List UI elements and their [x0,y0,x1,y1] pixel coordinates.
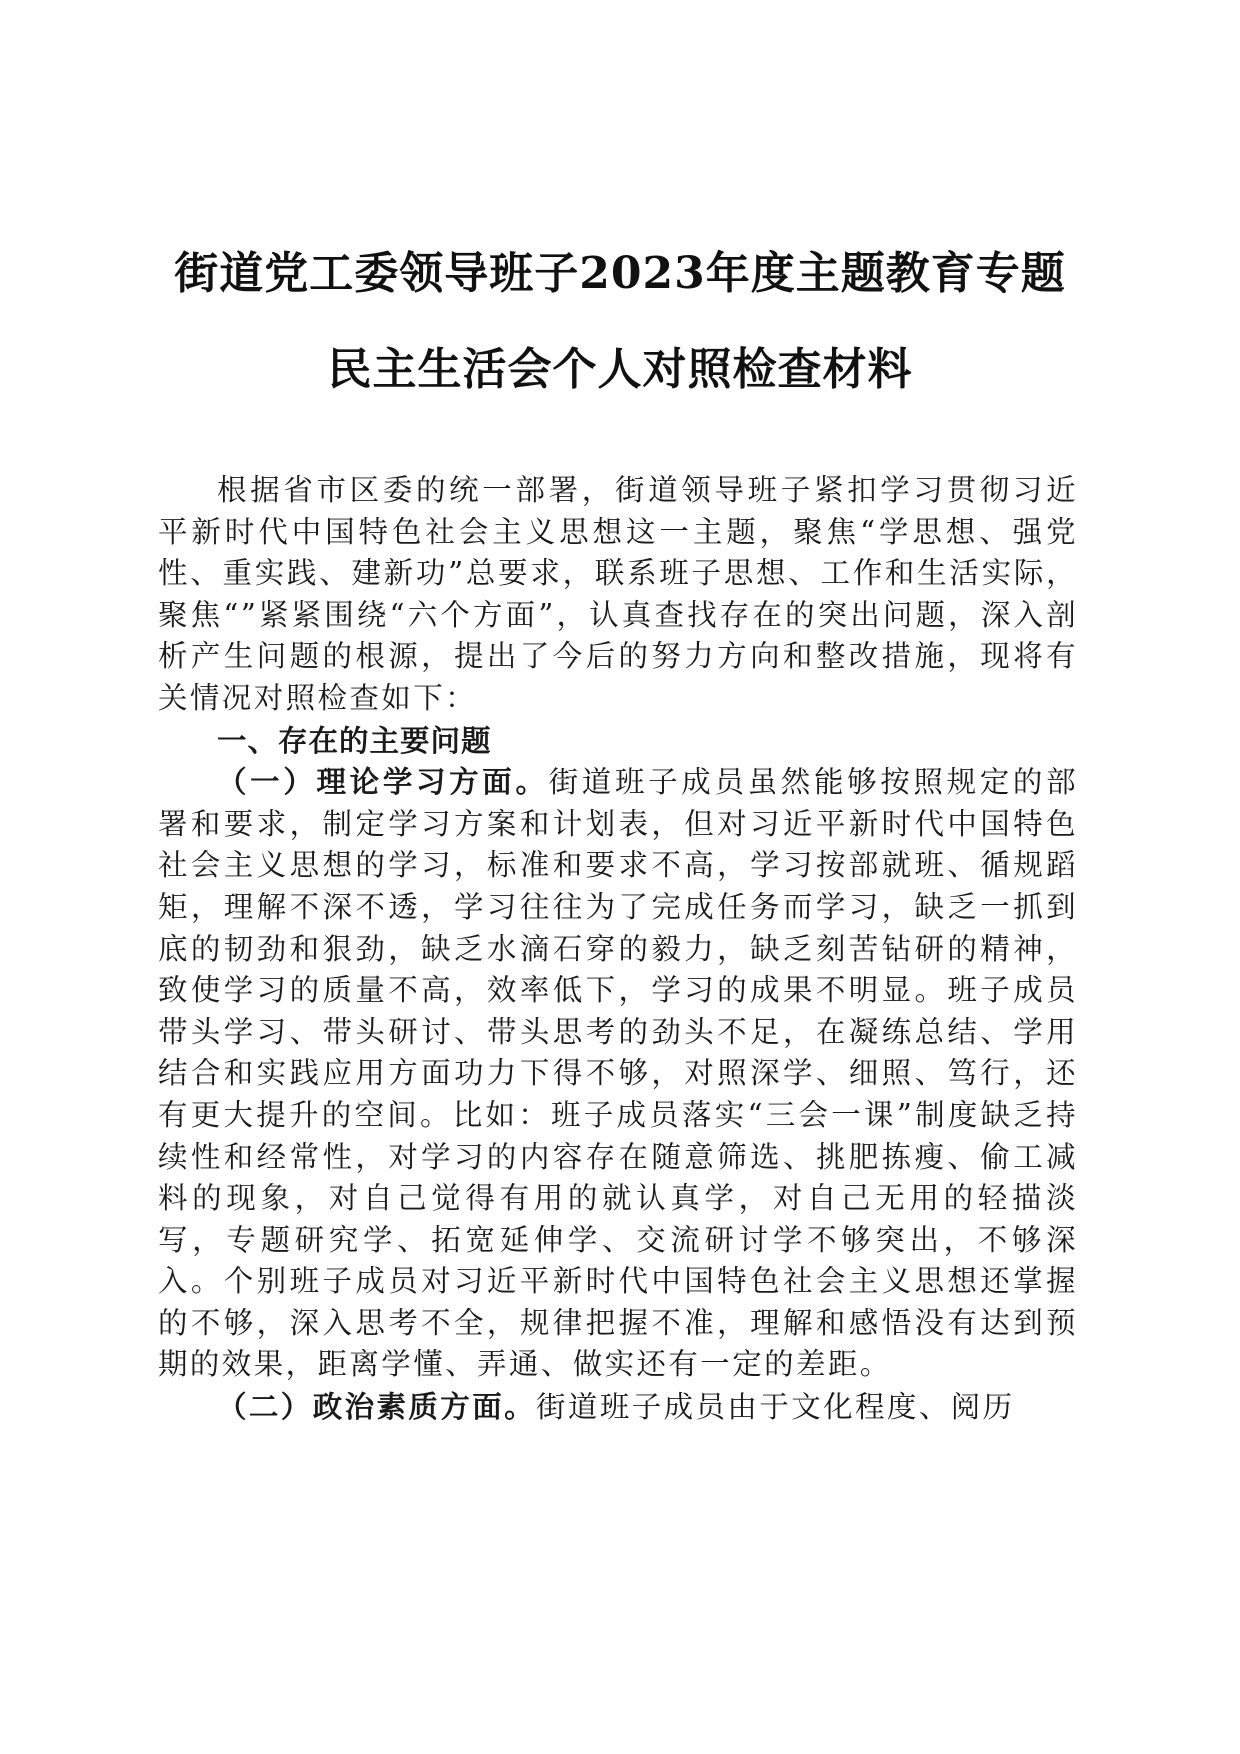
section-heading: 一、存在的主要问题 [217,722,492,758]
item-1-lead: （一）理论学习方面。 [217,764,549,800]
title-line-2: 民主生活会个人对照检查材料 [327,344,913,395]
item-1-text: 街道班子成员虽然能够按照规定的部署和要求，制定学习方案和计划表，但对习近平新时代中国特色社会主义思想的学习，标准和要求不高，学习按部就班、循规蹈矩，理解不深不透，学习往往为了完成任务而学习，缺乏一抓到底的韧劲和狠劲，缺乏水滴石穿的毅力，缺乏刻苦钻研的精神，致使学习的质量不高，效率低下，学习的成果不明显。班子成员带头学习、带头研讨、带头思考的劲头不足，在凝练总结、学用结合和实践应用方面功力下得不够，对照深学、细照、笃行，还有更大提升的空间。比如：班子成员落实“三会一课”制度缺乏持续性和经常性，对学习的内容存在随意筛选、挑肥拣瘦、偷工减料的现象，对自己觉得有用的就认真学，对自己无用的轻描淡写，专题研究学、拓宽延伸学、交流研讨学不够突出，不够深入。个别班子成员对习近平新时代中国特色社会主义思想还掌握的不够，深入思考不全，规律把握不准，理解和感悟没有达到预期的效果，距离学懂、弄通、做实还有一定的差距。 [158,765,1078,1382]
intro-paragraph: 根据省市区委的统一部署，街道领导班子紧扣学习贯彻习近平新时代中国特色社会主义思想这一主题，聚焦“学思想、强党性、重实践、建新功”总要求，联系班子思想、工作和生活实际，聚焦“”紧紧围绕“六个方面”，认真查找存在的突出问题，深入剖析产生问题的根源，提出了今后的努力方向和整改措施，现将有关情况对照检查如下： [158,473,1078,715]
document-title [120,226,1120,418]
document-body [158,470,1078,1429]
item-1-paragraph [158,761,1078,1386]
item-2-lead: （二）政治素质方面。 [217,1389,537,1425]
item-2-paragraph [158,1386,1078,1429]
title-line-1: 街道党工委领导班子2023年度主题教育专题 [174,248,1066,299]
item-2-text: 街道班子成员由于文化程度、阅历 [536,1390,1015,1425]
